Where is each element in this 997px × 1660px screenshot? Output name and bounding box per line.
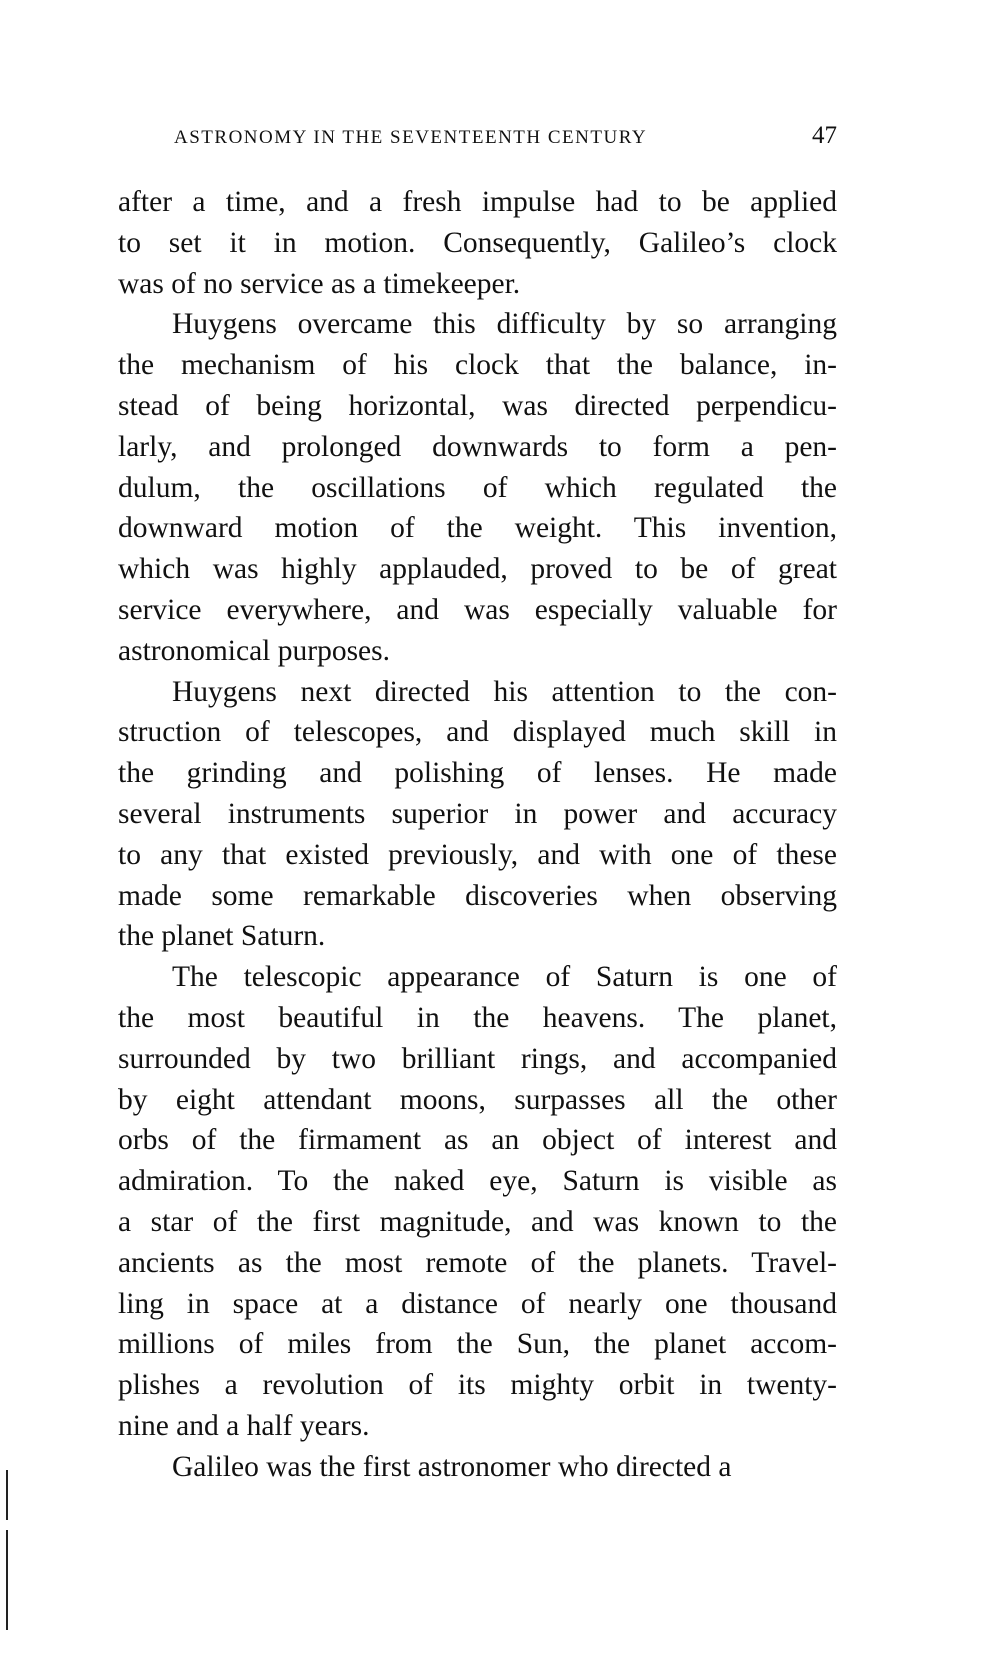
text-line: was of no service as a timekeeper. <box>118 267 521 300</box>
text-line: after a time, and a fresh impulse had to be applied <box>118 186 837 218</box>
running-title: ASTRONOMY IN THE SEVENTEENTH CENTURY <box>174 127 648 148</box>
text-line: plishes a revolution of its mighty orbit in twenty- <box>118 1369 837 1402</box>
text-line: which was highly applauded, proved to be of great <box>118 553 837 586</box>
text-line: downward motion of the weight. This invention, <box>118 512 837 545</box>
text-line: several instruments superior in power and accuracy <box>118 797 837 830</box>
text-line: Galileo was the first astronomer who directed a <box>172 1450 732 1483</box>
text-line: The telescopic appearance of Saturn is one of <box>172 961 837 994</box>
text-line: millions of miles from the Sun, the planet accom- <box>118 1328 837 1361</box>
text-line: nine and a half years. <box>118 1409 370 1442</box>
text-line: stead of being horizontal, was directed perpendicu- <box>118 389 837 422</box>
text-line: made some remarkable discoveries when observing <box>118 879 837 912</box>
page-number: 47 <box>812 122 837 149</box>
text-line: larly, and prolonged downwards to form a pen- <box>118 430 837 463</box>
text-line: admiration. To the naked eye, Saturn is visible as <box>118 1165 837 1198</box>
paragraph <box>118 182 837 304</box>
text-line: service everywhere, and was especially valuable for <box>118 593 837 626</box>
scan-edge-mark <box>6 1470 8 1520</box>
text-line: astronomical purposes. <box>118 634 390 667</box>
text-line: Huygens next directed his attention to the con- <box>172 675 837 708</box>
text-line: to set it in motion. Consequently, Galileo’s clock <box>118 226 837 259</box>
paragraph <box>118 957 837 1447</box>
text-line: to any that existed previously, and with one of these <box>118 838 837 871</box>
paragraph <box>118 672 837 958</box>
text-line: the mechanism of his clock that the balance, in- <box>118 349 837 382</box>
text-line: dulum, the oscillations of which regulated the <box>118 471 837 504</box>
text-line: Huygens overcame this difficulty by so arranging <box>172 308 837 341</box>
running-header <box>174 122 837 150</box>
body-text <box>118 182 837 1488</box>
text-line: the most beautiful in the heavens. The planet, <box>118 1001 837 1034</box>
text-line: the planet Saturn. <box>118 920 326 953</box>
paragraph <box>118 1447 837 1488</box>
text-line: by eight attendant moons, surpasses all the other <box>118 1083 837 1116</box>
scan-edge-mark <box>6 1530 8 1630</box>
text-line: struction of telescopes, and displayed much skill in <box>118 716 837 749</box>
text-line: orbs of the firmament as an object of interest and <box>118 1124 837 1157</box>
text-line: ling in space at a distance of nearly one thousand <box>118 1287 837 1320</box>
text-line: the grinding and polishing of lenses. He made <box>118 757 837 790</box>
paragraph <box>118 304 837 671</box>
text-line: ancients as the most remote of the planets. Travel- <box>118 1246 837 1279</box>
text-line: surrounded by two brilliant rings, and accompanied <box>118 1042 837 1075</box>
text-line: a star of the first magnitude, and was known to the <box>118 1205 837 1238</box>
